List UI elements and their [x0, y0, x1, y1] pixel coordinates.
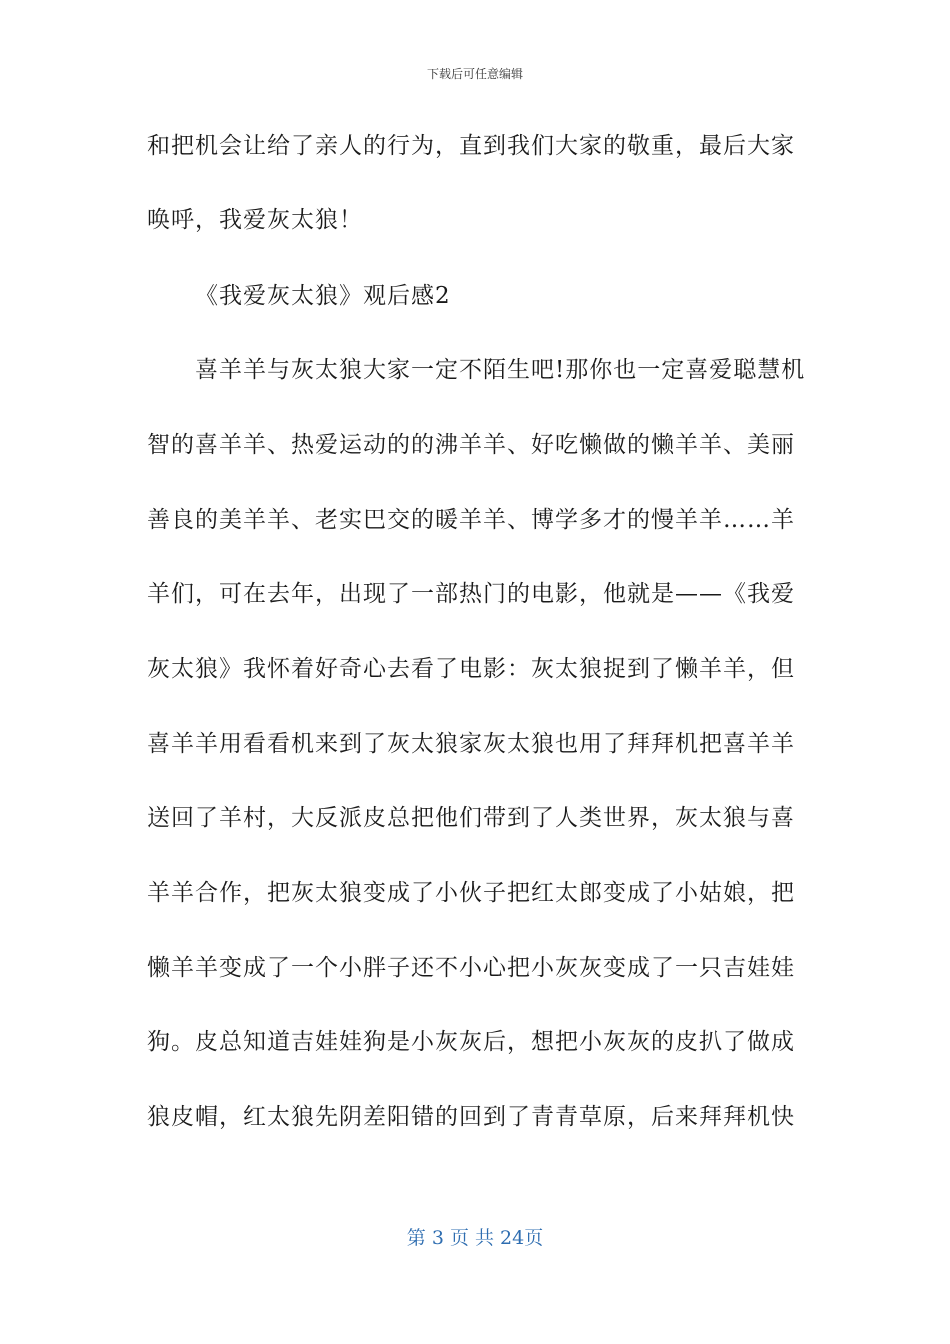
body-line-11: 羊羊合作，把灰太狼变成了小伙子把红太郎变成了小姑娘，把: [147, 880, 795, 906]
page-header: 下载后可任意编辑: [426, 67, 523, 81]
page-number-footer: 第 3 页 共 24页: [406, 1227, 544, 1249]
body-line-9: 喜羊羊用看看机来到了灰太狼家灰太狼也用了拜拜机把喜羊羊: [147, 731, 795, 757]
body-line-10: 送回了羊村，大反派皮总把他们带到了人类世界，灰太狼与喜: [147, 805, 795, 831]
body-line-1: 和把机会让给了亲人的行为，直到我们大家的敬重，最后大家: [147, 133, 795, 159]
body-line-8: 灰太狼》我怀着好奇心去看了电影：灰太狼捉到了懒羊羊，但: [147, 656, 795, 682]
body-line-13: 狗。皮总知道吉娃娃狗是小灰灰后，想把小灰灰的皮扒了做成: [147, 1029, 795, 1055]
section-title: 《我爱灰太狼》观后感2: [195, 283, 451, 309]
body-line-7: 羊们，可在去年，出现了一部热门的电影，他就是——《我爱: [147, 581, 795, 607]
body-line-5: 智的喜羊羊、热爱运动的的沸羊羊、好吃懒做的懒羊羊、美丽: [147, 432, 795, 458]
body-line-6: 善良的美羊羊、老实巴交的暖羊羊、博学多才的慢羊羊……羊: [147, 507, 795, 533]
body-line-2: 唤呼，我爱灰太狼！: [147, 207, 363, 233]
body-line-14: 狼皮帽，红太狼先阴差阳错的回到了青青草原，后来拜拜机快: [147, 1104, 795, 1130]
body-line-12: 懒羊羊变成了一个小胖子还不小心把小灰灰变成了一只吉娃娃: [147, 955, 795, 981]
body-line-4: 喜羊羊与灰太狼大家一定不陌生吧!那你也一定喜爱聪慧机: [195, 357, 806, 383]
